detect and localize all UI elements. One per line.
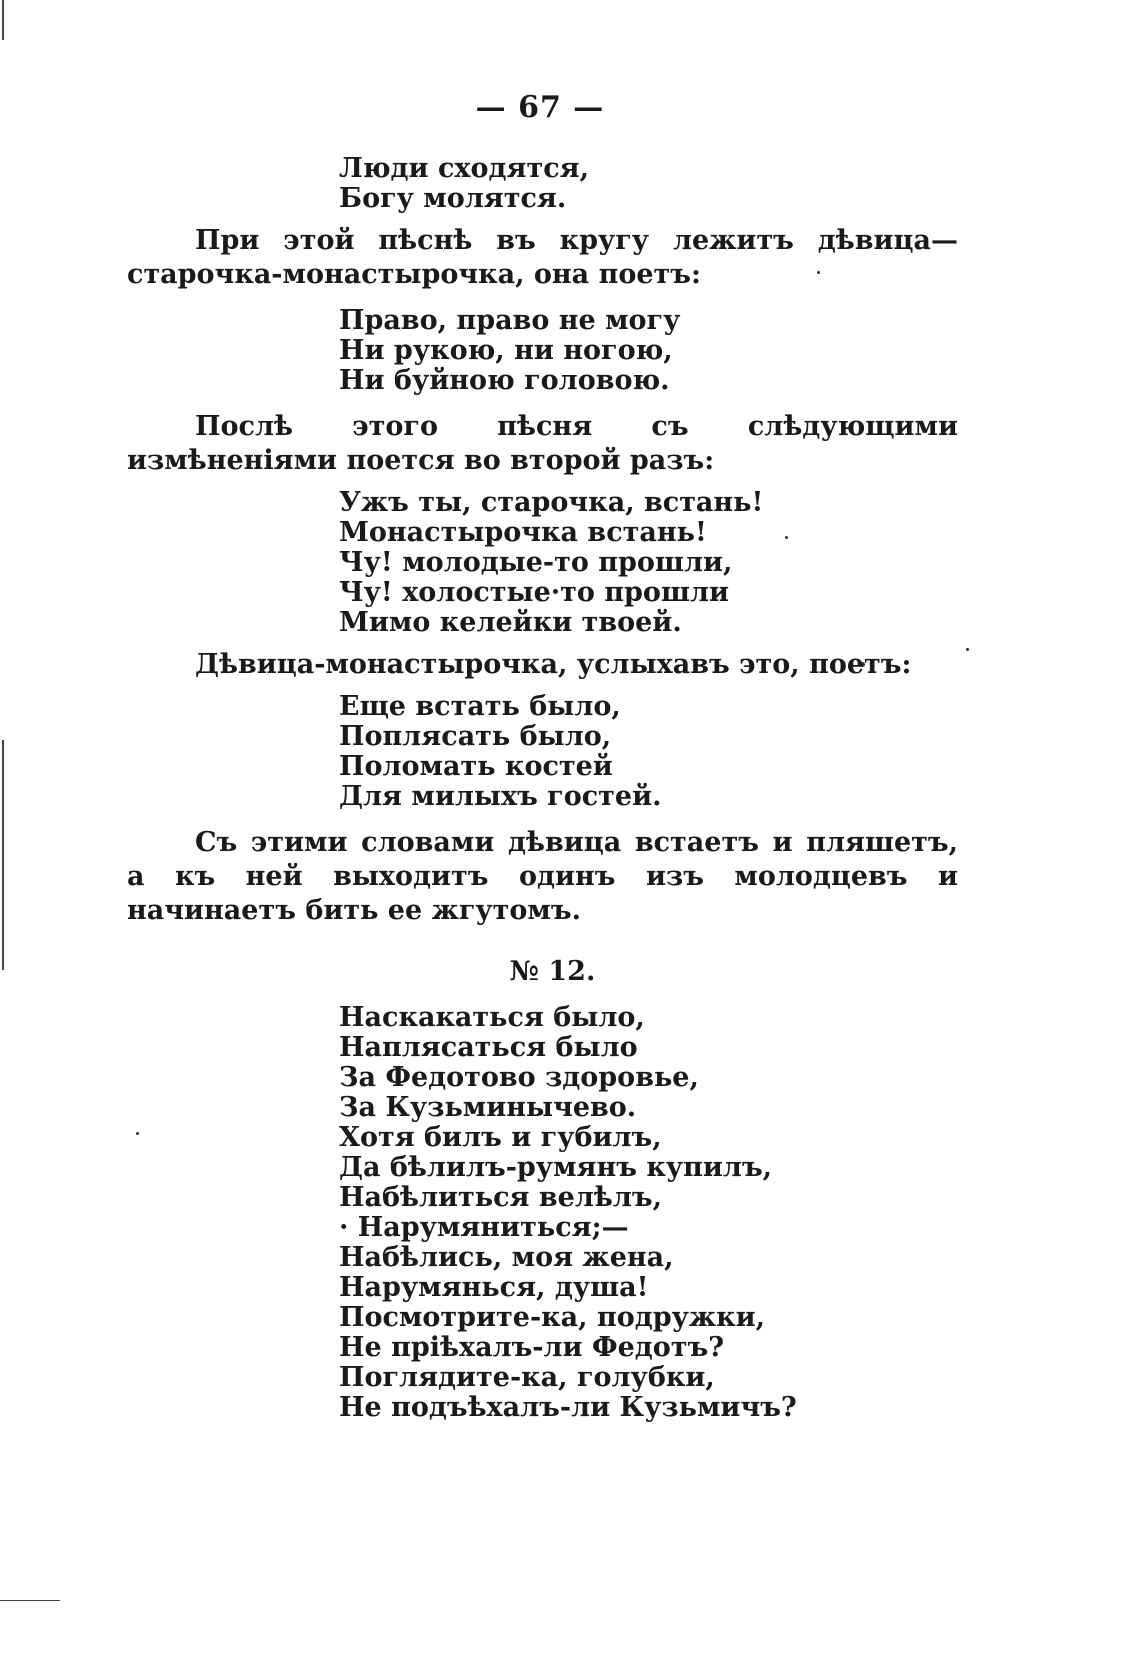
verse-line: Не пріѣхалъ-ли Федотъ? [339, 1332, 725, 1363]
verse-line: · Нарумяниться;— [339, 1212, 629, 1243]
verse-line: Поглядите-ка, голубки, [339, 1362, 715, 1393]
section-title: № 12. [509, 956, 596, 987]
verse-line: Еще встать было, [339, 691, 621, 722]
prose-paragraph-3: Дѣвица-монастырочка, услыхавъ это, поетъ: [195, 649, 912, 680]
verse-stanza-1 [339, 154, 958, 214]
verse-line: Наплясаться было [339, 1032, 638, 1063]
verse-line: Не подъѣхалъ-ли Кузьмичъ? [339, 1392, 797, 1423]
verse-line: Для милыхъ гостей. [339, 781, 662, 812]
scan-edge-mark [2, 0, 4, 40]
verse-line: Набѣлись, моя жена, [339, 1242, 674, 1273]
verse-stanza-5 [339, 1003, 958, 1423]
verse-line: Посмотрите-ка, подружки, [339, 1302, 766, 1333]
verse-stanza-2 [339, 306, 958, 396]
verse-line: Монастырочка встань! [339, 517, 707, 548]
verse-line: Люди сходятся, [339, 153, 589, 184]
prose-paragraph-2: Послѣ этого пѣсня съ слѣдующими измѣненіями поется во второй разъ: [127, 411, 958, 476]
verse-line: Чу! холостые·то прошли [339, 577, 730, 608]
verse-line: Ужъ ты, старочка, встань! [339, 487, 764, 518]
verse-line: Наскакаться было, [339, 1002, 645, 1033]
verse-line: Хотя билъ и губилъ, [339, 1122, 662, 1153]
verse-line: Да бѣлилъ-румянъ купилъ, [339, 1152, 773, 1183]
verse-line: Мимо келейки твоей. [339, 607, 682, 638]
prose-paragraph-1: При этой пѣснѣ въ кругу лежитъ дѣвица—старочка-монастырочка, она поетъ: [127, 225, 958, 290]
verse-line: Поломать костей [339, 751, 613, 782]
prose-paragraph-4: Съ этими словами дѣвица встаетъ и пляшетъ, а къ ней выходитъ одинъ изъ молодцевъ и начинаетъ бить ее жгутомъ. [127, 827, 958, 926]
verse-line: Набѣлиться велѣлъ, [339, 1182, 663, 1213]
verse-stanza-3 [339, 488, 958, 638]
verse-line: Чу! молодые-то прошли, [339, 547, 733, 578]
scan-edge-mark [0, 1600, 60, 1601]
verse-line: Ни буйною головою. [339, 365, 670, 396]
ink-speck [966, 648, 969, 651]
verse-line: За Федотово здоровье, [339, 1062, 699, 1093]
verse-line: Нарумянься, душа! [339, 1272, 649, 1303]
verse-line: Право, право не могу [339, 305, 681, 336]
verse-line: Богу молятся. [339, 183, 567, 214]
page-body [127, 154, 958, 1423]
page-number: — 67 — [475, 90, 605, 125]
verse-line: За Кузьминычево. [339, 1092, 637, 1123]
verse-stanza-4 [339, 692, 958, 812]
verse-line: Ни рукою, ни ногою, [339, 335, 673, 366]
scan-edge-mark [2, 740, 4, 970]
verse-line: Поплясать было, [339, 721, 612, 752]
